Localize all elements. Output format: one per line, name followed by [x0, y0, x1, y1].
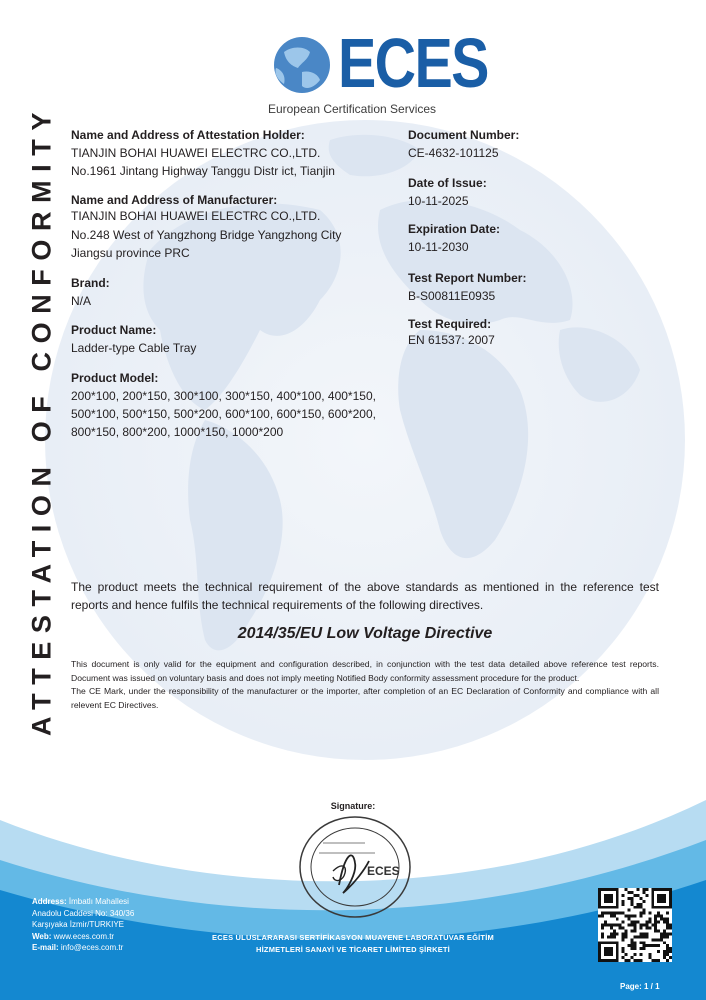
address-line3: Karşıyaka İzmir/TURKIYE — [32, 920, 125, 929]
product-model-line1: 200*100, 200*150, 300*100, 300*150, 400*100, 400*150, — [71, 389, 376, 403]
validity-note-1: This document is only valid for the equipment and configuration described, in conjunction with the test data detailed above reference test reports. Document was issued on voluntary basis and does not imply meeting Notified Body conformity assessment procedure for the product. — [71, 659, 659, 683]
product-name-value: Ladder-type Cable Tray — [71, 341, 197, 355]
manufacturer-address-line2: Jiangsu province PRC — [71, 246, 190, 260]
expiration-date-value: 10-11-2030 — [408, 240, 469, 254]
svg-text:ECES: ECES — [367, 864, 400, 878]
web-label: Web: — [32, 931, 52, 941]
manufacturer-address-line1: No.248 West of Yangzhong Bridge Yangzhong City — [71, 228, 342, 242]
product-model-label: Product Model: — [71, 371, 159, 385]
company-legal-name — [170, 932, 536, 956]
address-label: Address: — [32, 897, 67, 906]
manufacturer-name: TIANJIN BOHAI HUAWEI ELECTRC CO.,LTD. — [71, 209, 321, 223]
email-link[interactable]: info@eces.com.tr — [60, 943, 124, 952]
web-link[interactable]: www.eces.com.tr — [53, 931, 115, 941]
address-line1: İmbatlı Mahallesi — [68, 897, 129, 906]
conformity-statement: The product meets the technical requirement of the above standards as mentioned in the reference test reports and hence fulfils the technical requirements of the following directives. — [71, 580, 659, 612]
company-line1: ECES ULUSLARARASI SERTİFİKASYON MUAYENE LABORATUVAR EĞİTİM — [212, 933, 494, 942]
test-report-number-label: Test Report Number: — [408, 271, 527, 285]
address-line2: Anadolu Caddesi No: 340/36 — [32, 908, 135, 918]
date-of-issue-label: Date of Issue: — [408, 176, 487, 190]
email-label: E-mail: — [32, 943, 59, 952]
brand-label: Brand: — [71, 276, 110, 290]
signature-label: Signature: — [330, 801, 376, 811]
product-model-line2: 500*100, 500*150, 500*200, 600*100, 600*150, 600*200, — [71, 407, 376, 421]
side-title-text: ATTESTATION OF CONFORMITY — [26, 104, 57, 736]
brand-value: N/A — [71, 294, 92, 308]
date-of-issue-value: 10-11-2025 — [408, 194, 469, 208]
document-number-label: Document Number: — [408, 128, 520, 142]
qr-code-icon[interactable] — [598, 888, 672, 962]
test-required-label: Test Required: — [408, 317, 492, 331]
holder-name: TIANJIN BOHAI HUAWEI ELECTRC CO.,LTD. — [71, 146, 321, 160]
manufacturer-label: Name and Address of Manufacturer: — [71, 193, 278, 207]
company-line2: HİZMETLERİ SANAYİ VE TİCARET LİMİTED ŞİRKETİ — [256, 945, 450, 954]
test-required-value: EN 61537: 2007 — [408, 333, 495, 347]
document-number-value: CE-4632-101125 — [408, 146, 499, 160]
official-stamp-seal — [295, 813, 415, 921]
product-name-label: Product Name: — [71, 323, 157, 337]
logo-subtitle: European Certification Services — [267, 102, 437, 116]
product-model-line3: 800*150, 800*200, 1000*150, 1000*200 — [71, 425, 284, 439]
directive-title: 2014/35/EU Low Voltage Directive — [237, 625, 493, 642]
validity-notes — [71, 658, 659, 712]
validity-note-2: The CE Mark, under the responsibility of the manufacturer or the importer, after completion of an EC Declaration of Conformity and compliance with all relevent EC Directives. — [71, 686, 659, 710]
eces-logo-wordmark: ECES — [338, 24, 488, 102]
address-block — [32, 896, 134, 954]
holder-label: Name and Address of Attestation Holder: — [71, 128, 305, 142]
holder-address: No.1961 Jintang Highway Tanggu Distr ict, Tianjin — [71, 164, 335, 178]
expiration-date-label: Expiration Date: — [408, 222, 501, 236]
test-report-number-value: B-S00811E0935 — [408, 289, 496, 303]
page-number: Page: 1 / 1 — [620, 982, 660, 991]
